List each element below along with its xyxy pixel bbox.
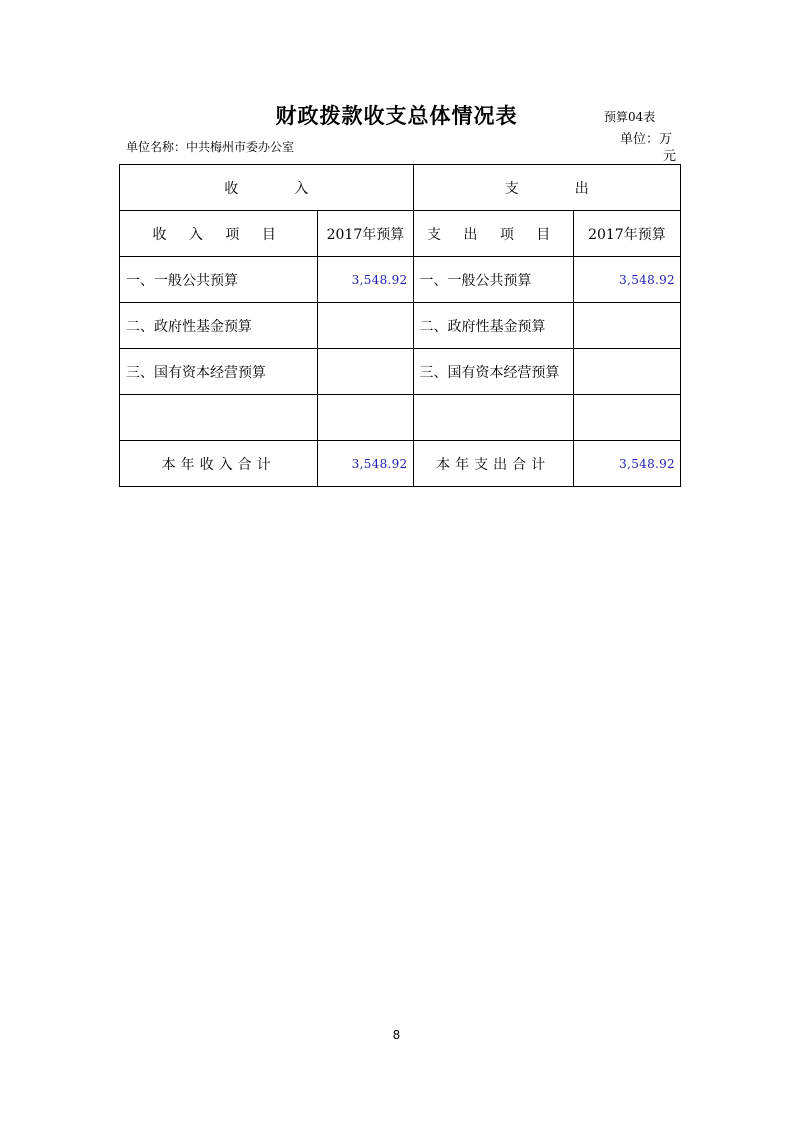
expense-value-cell bbox=[573, 395, 680, 441]
income-budget-header: 2017年预算 bbox=[318, 211, 413, 257]
expense-value-cell bbox=[573, 303, 680, 349]
income-group-header: 收 入 bbox=[120, 165, 414, 211]
totals-row bbox=[120, 441, 681, 487]
income-item-cell: 二、政府性基金预算 bbox=[120, 303, 318, 349]
income-value-cell bbox=[318, 349, 413, 395]
currency-unit-line2: 元 bbox=[662, 149, 676, 164]
income-value-cell bbox=[318, 395, 413, 441]
expense-item-cell: 三、国有资本经营预算 bbox=[413, 349, 573, 395]
expense-value-cell bbox=[573, 349, 680, 395]
income-item-cell bbox=[120, 395, 318, 441]
income-item-header: 收 入 项 目 bbox=[120, 211, 318, 257]
table-row bbox=[120, 303, 681, 349]
unit-name: 单位名称：中共梅州市委办公室 bbox=[126, 140, 295, 154]
expense-total-value: 3,548.92 bbox=[573, 441, 680, 487]
expense-item-cell: 一、一般公共预算 bbox=[413, 257, 573, 303]
expense-total-label: 本年支出合计 bbox=[413, 441, 573, 487]
income-item-cell: 一、一般公共预算 bbox=[120, 257, 318, 303]
income-item-cell: 三、国有资本经营预算 bbox=[120, 349, 318, 395]
currency-unit bbox=[620, 131, 676, 165]
page-title: 财政拨款收支总体情况表 bbox=[275, 103, 518, 128]
table-row bbox=[120, 349, 681, 395]
group-header-row bbox=[120, 165, 681, 211]
table-row bbox=[120, 395, 681, 441]
expense-item-header: 支 出 项 目 bbox=[413, 211, 573, 257]
income-value-cell bbox=[318, 303, 413, 349]
expense-value-cell: 3,548.92 bbox=[573, 257, 680, 303]
expense-item-cell: 二、政府性基金预算 bbox=[413, 303, 573, 349]
form-code: 预算04表 bbox=[604, 110, 656, 124]
currency-unit-line1: 单位：万 bbox=[620, 132, 673, 147]
table-row bbox=[120, 257, 681, 303]
expense-item-cell bbox=[413, 395, 573, 441]
page-number: 8 bbox=[392, 1028, 401, 1042]
expense-budget-header: 2017年预算 bbox=[573, 211, 680, 257]
budget-table bbox=[119, 164, 681, 487]
column-header-row bbox=[120, 211, 681, 257]
income-value-cell: 3,548.92 bbox=[318, 257, 413, 303]
expense-group-header: 支 出 bbox=[413, 165, 681, 211]
income-total-label: 本年收入合计 bbox=[120, 441, 318, 487]
income-total-value: 3,548.92 bbox=[318, 441, 413, 487]
